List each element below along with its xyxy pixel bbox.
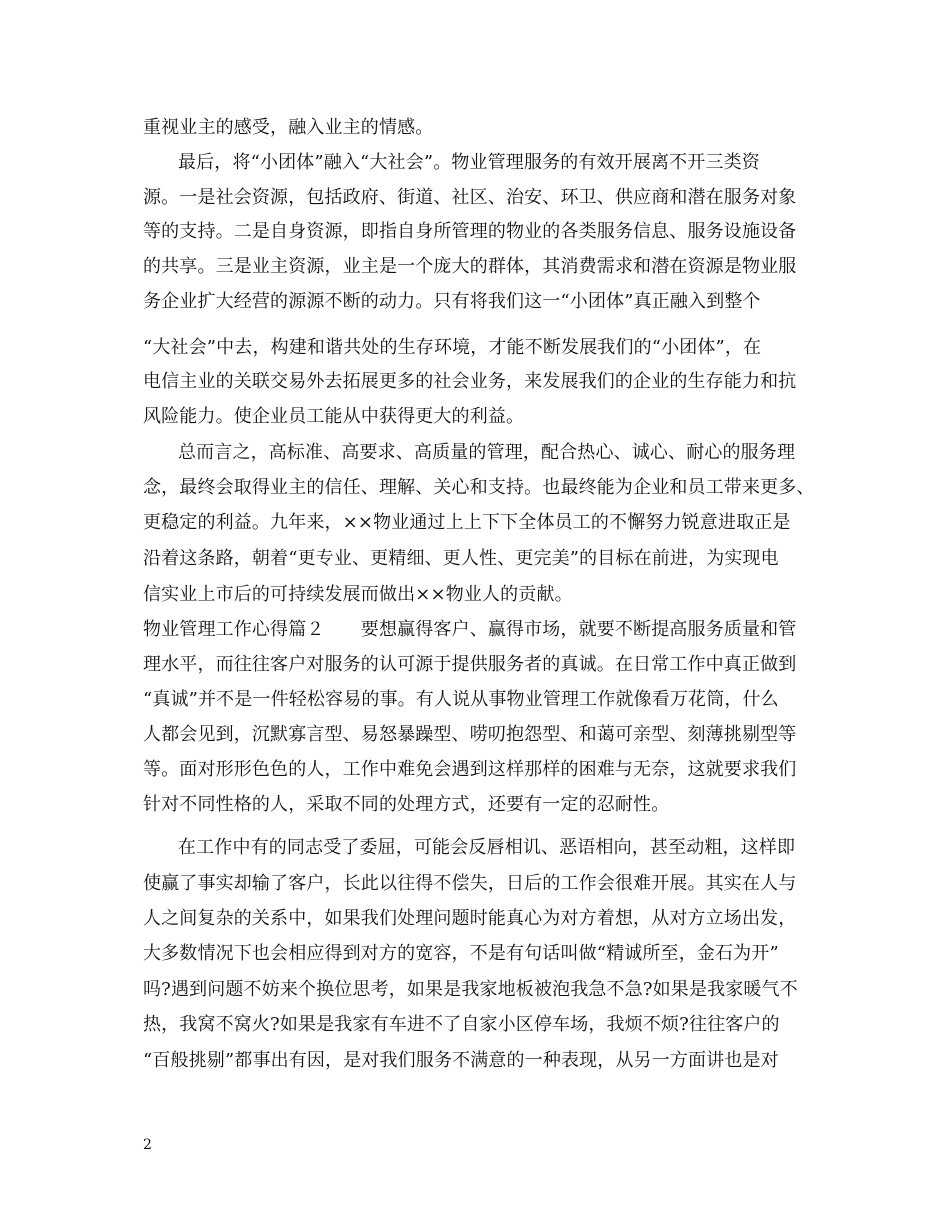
text-line: 的共享。三是业主资源，业主是一个庞大的群体，其消费需求和潜在资源是物业服 (143, 256, 797, 277)
text-line: 使赢了事实却输了客户，长此以往得不偿失，日后的工作会很难开展。其实在人与 (143, 873, 797, 894)
text-line: 吗?遇到问题不妨来个换位思考，如果是我家地板被泡我急不急?如果是我家暖气不 (143, 979, 798, 1000)
text-line: 源。一是社会资源，包括政府、街道、社区、治安、环卫、供应商和潜在服务对象 (143, 187, 797, 208)
text-line: 沿着这条路，朝着“更专业、更精细、更人性、更完美”的目标在前进，为实现电 (143, 548, 779, 569)
text-line: 电信主业的关联交易外去拓展更多的社会业务，来发展我们的企业的生存能力和抗 (143, 371, 797, 392)
text-line: 更稳定的利益。九年来，××物业通过上上下下全体员工的不懈努力锐意进取正是 (143, 512, 791, 533)
text-line: 风险能力。使企业员工能从中获得更大的利益。 (143, 406, 525, 427)
text-line: 念，最终会取得业主的信任、理解、关心和支持。也最终能为企业和员工带来更多、 (143, 477, 815, 498)
text-line: “大社会”中去，构建和谐共处的生存环境，才能不断发展我们的“小团体”，在 (143, 337, 762, 358)
text-line: 热，我窝不窝火?如果是我家有车进不了自家小区停车场，我烦不烦?往往客户的 (143, 1014, 780, 1035)
text-line: 针对不同性格的人，采取不同的处理方式，还要有一定的忍耐性。 (143, 794, 670, 815)
text-line: 大多数情况下也会相应得到对方的宽容，不是有句话叫做“精诚所至，金石为开” (143, 943, 779, 964)
text-line: 人都会见到，沉默寡言型、易怒暴躁型、唠叨抱怨型、和蔼可亲型、刻薄挑剔型等 (143, 724, 797, 745)
text-line: 理水平，而往往客户对服务的认可源于提供服务者的真诚。在日常工作中真正做到 (143, 654, 797, 675)
text-line: “真诚”并不是一件轻松容易的事。有人说从事物业管理工作就像看万花筒，什么 (143, 689, 779, 710)
text-line: 等。面对形形色色的人，工作中难免会遇到这样那样的困难与无奈，这就要求我们 (143, 759, 797, 780)
text-line: 务企业扩大经营的源源不断的动力。只有将我们这一“小团体”真正融入到整个 (143, 291, 761, 312)
section-heading-line: 物业管理工作心得篇２ 要想赢得客户、赢得市场，就要不断提高服务质量和管 (143, 619, 797, 640)
text-line: 等的支持。二是自身资源，即指自身所管理的物业的各类服务信息、服务设施设备 (143, 221, 797, 242)
text-line: 重视业主的感受，融入业主的情感。 (143, 117, 434, 138)
text-line: 信实业上市后的可持续发展而做出××物业人的贡献。 (143, 584, 573, 605)
text-line: “百般挑剔”都事出有因，是对我们服务不满意的一种表现，从另一方面讲也是对 (143, 1050, 779, 1071)
page-number: 2 (143, 1137, 152, 1153)
paragraph-first-line: 在工作中有的同志受了委屈，可能会反唇相讥、恶语相向，甚至动粗，这样即 (178, 837, 796, 858)
text-line: 人之间复杂的关系中，如果我们处理问题时能真心为对方着想，从对方立场出发， (143, 908, 797, 929)
paragraph-first-line: 最后，将“小团体”融入“大社会”。物业管理服务的有效开展离不开三类资 (178, 152, 760, 173)
paragraph-first-line: 总而言之，高标准、高要求、高质量的管理，配合热心、诚心、耐心的服务理 (178, 442, 796, 463)
